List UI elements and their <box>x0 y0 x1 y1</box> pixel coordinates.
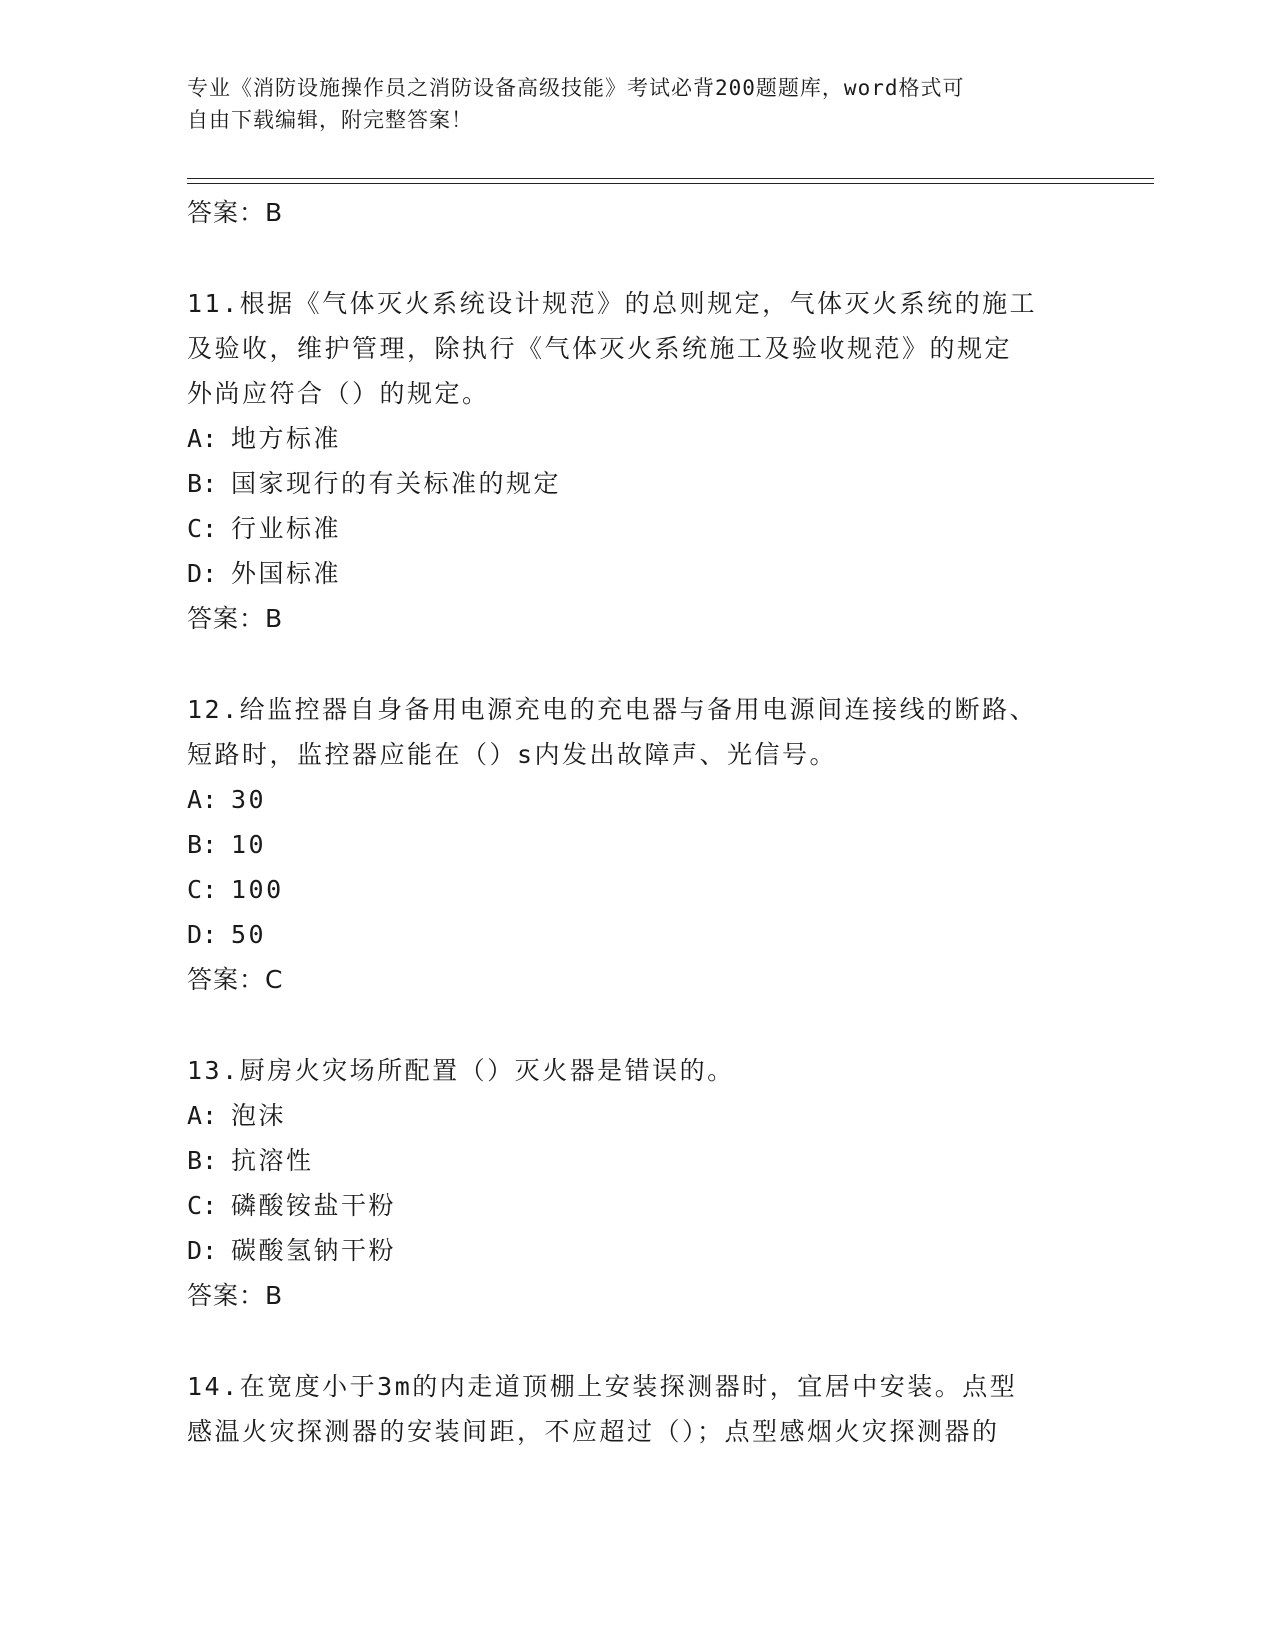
option-text: 行业标准 <box>231 514 342 543</box>
question-text-line: 及验收，维护管理，除执行《气体灭火系统施工及验收规范》的规定 <box>187 334 1013 363</box>
question-block <box>187 281 1087 641</box>
answer-line: 答案：B <box>187 198 284 227</box>
question-text-line: 感温火灾探测器的安装间距，不应超过（）；点型感烟火灾探测器的 <box>187 1417 1000 1446</box>
option-letter: A: <box>187 1101 218 1130</box>
option-letter: B: <box>187 1146 218 1175</box>
question-block <box>187 687 1087 1002</box>
option-text: 50 <box>231 920 267 949</box>
option-letter: C: <box>187 1191 218 1220</box>
option-letter: B: <box>187 830 218 859</box>
option-a <box>187 1093 1087 1138</box>
answer-line: 答案：C <box>187 965 284 994</box>
option-letter: B: <box>187 469 218 498</box>
option-letter: D: <box>187 1236 218 1265</box>
option-text: 10 <box>231 830 267 859</box>
header-line-2: 自由下载编辑，附完整答案！ <box>187 108 473 132</box>
option-text: 碳酸氢钠干粉 <box>231 1236 397 1265</box>
option-text: 磷酸铵盐干粉 <box>231 1191 397 1220</box>
option-text: 地方标准 <box>231 424 342 453</box>
option-letter: A: <box>187 785 218 814</box>
header-divider-bottom <box>187 183 1154 184</box>
question-text-line: 12.给监控器自身备用电源充电的充电器与备用电源间连接线的断路、 <box>187 695 1038 724</box>
option-b <box>187 822 1087 867</box>
header-divider-top <box>187 178 1154 179</box>
option-letter: A: <box>187 424 218 453</box>
option-c <box>187 1183 1087 1228</box>
option-a <box>187 416 1087 461</box>
question-text-line: 外尚应符合（）的规定。 <box>187 379 490 408</box>
option-text: 100 <box>231 875 284 904</box>
option-c <box>187 867 1087 912</box>
header-line-1: 专业《消防设施操作员之消防设备高级技能》考试必背200题题库，word格式可 <box>187 76 965 100</box>
question-text-line: 11.根据《气体灭火系统设计规范》的总则规定，气体灭火系统的施工 <box>187 289 1038 318</box>
option-text: 30 <box>231 785 267 814</box>
question-text-line: 13.厨房火灾场所配置（）灭火器是错误的。 <box>187 1056 735 1085</box>
option-d <box>187 912 1087 957</box>
option-letter: C: <box>187 875 218 904</box>
question-block <box>187 1048 1087 1318</box>
option-c <box>187 506 1087 551</box>
question-text-line: 14.在宽度小于3m的内走道顶棚上安装探测器时，宜居中安装。点型 <box>187 1372 1018 1401</box>
document-header <box>187 72 1067 136</box>
answer-line: 答案：B <box>187 1281 284 1310</box>
option-b <box>187 1138 1087 1183</box>
option-text: 国家现行的有关标准的规定 <box>231 469 562 498</box>
option-a <box>187 777 1087 822</box>
option-letter: D: <box>187 559 218 588</box>
question-list <box>187 190 1087 1454</box>
option-b <box>187 461 1087 506</box>
option-letter: D: <box>187 920 218 949</box>
answer-line: 答案：B <box>187 604 284 633</box>
option-text: 外国标准 <box>231 559 342 588</box>
option-letter: C: <box>187 514 218 543</box>
question-block <box>187 1364 1087 1454</box>
option-text: 抗溶性 <box>231 1146 314 1175</box>
question-text-line: 短路时，监控器应能在（）s内发出故障声、光信号。 <box>187 740 838 769</box>
option-d <box>187 1228 1087 1273</box>
option-text: 泡沫 <box>231 1101 287 1130</box>
option-d <box>187 551 1087 596</box>
